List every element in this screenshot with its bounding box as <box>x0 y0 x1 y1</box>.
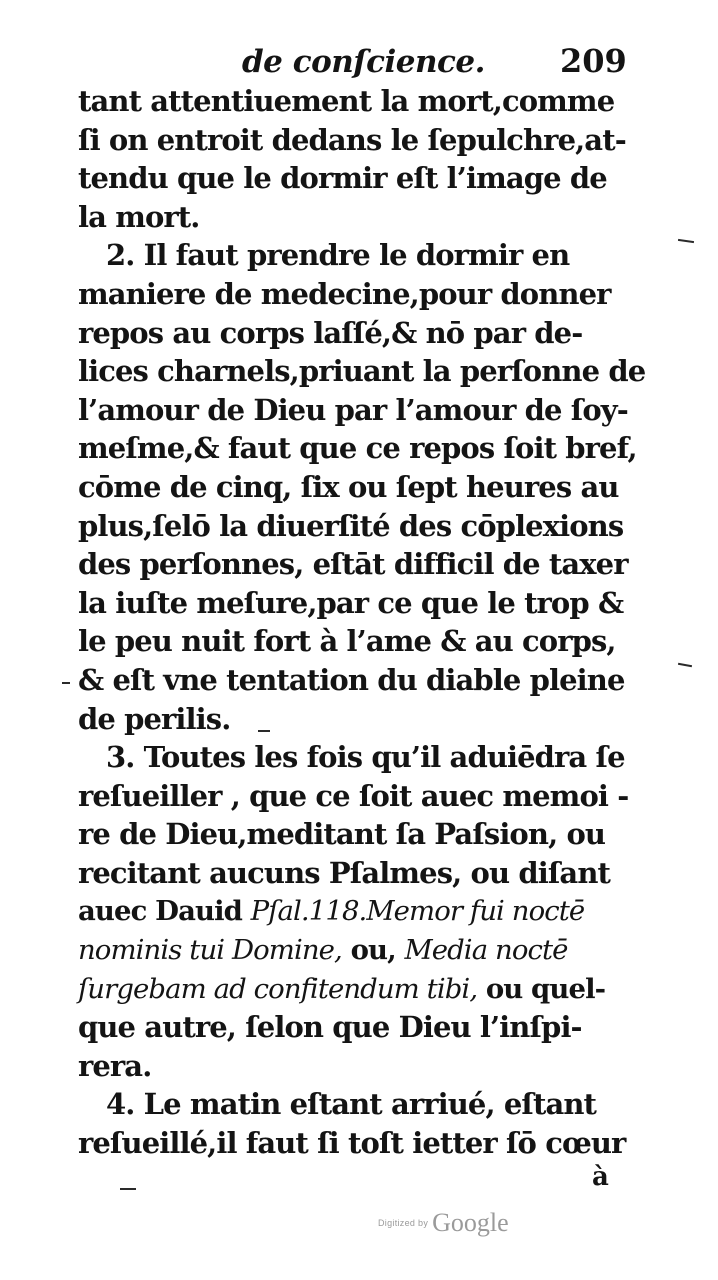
page-number: 209 <box>560 42 627 80</box>
text-line: 3. Toutes les fois qu’il aduiēdra ſe <box>106 740 625 775</box>
text-line: 2. Il faut prendre le dormir en <box>106 238 570 273</box>
running-head: de conſcience. <box>242 44 485 80</box>
catchword: à <box>592 1162 609 1192</box>
latin-citation: ſurgebam ad confitendum tibi, <box>78 972 478 1005</box>
text-line: re de Dieu,meditant ſa Paſsion, ou <box>78 817 606 852</box>
google-logo: Google <box>432 1208 509 1237</box>
text-line: recitant aucuns Pſalmes, ou diſant <box>78 855 610 890</box>
text-line: & eſt vne tentation du diable pleine <box>78 662 625 697</box>
text-line: repos au corps laſſé,& nō par de- <box>78 315 583 350</box>
text-line: de perilis. <box>78 701 231 736</box>
text-line: maniere de medecine,pour donner <box>78 276 611 311</box>
scan-mark <box>62 682 70 684</box>
scan-mark <box>120 1188 136 1190</box>
text-line: le peu nuit fort à l’ame & au corps, <box>78 624 616 659</box>
text-run: ou quel- <box>477 972 606 1005</box>
text-line: cōme de cinq, ſix ou ſept heures au <box>78 469 619 504</box>
latin-citation: Media noctē <box>404 934 568 967</box>
text-line-with-citation <box>78 931 638 970</box>
text-line-with-citation <box>78 892 638 931</box>
text-line: la iuſte meſure,par ce que le trop & <box>78 585 624 620</box>
latin-citation: nominis tui Domine, <box>78 934 342 967</box>
text-line: reſueiller , que ce ſoit auec memoi - <box>78 778 629 813</box>
text-line: tant attentiuement la mort,comme <box>78 84 615 118</box>
text-line: reſueillé,il faut ſi toſt ietter ſō cœur <box>78 1126 626 1161</box>
text-line: ſi on entroit dedans le ſepulchre,at- <box>78 122 626 157</box>
text-line: lices charnels,priuant la perſonne de <box>78 354 646 389</box>
latin-citation: Pſal.118.Memor fui noctē <box>250 895 585 928</box>
text-run: ou, <box>341 934 405 967</box>
text-line: que autre, ſelon que Dieu l’inſpi- <box>78 1010 582 1045</box>
text-line-with-citation <box>78 970 638 1009</box>
digitization-footer <box>378 1208 509 1238</box>
digitized-by-label: Digitized by <box>378 1218 429 1228</box>
text-line: plus,ſelō la diuerſité des cōplexions <box>78 508 624 543</box>
text-line: rera. <box>78 1048 152 1083</box>
text-line: l’amour de Dieu par l’amour de ſoy- <box>78 392 628 427</box>
scan-mark <box>678 663 692 667</box>
text-line: tendu que le dormir eſt l’image de <box>78 161 607 196</box>
text-line: meſme,& faut que ce repos ſoit bref, <box>78 431 637 466</box>
text-line: 4. Le matin eſtant arriué, eſtant <box>106 1087 597 1122</box>
text-line: la mort. <box>78 199 200 234</box>
scan-mark <box>258 730 270 732</box>
text-run: auec Dauid <box>78 895 251 928</box>
text-line: des perſonnes, eſtāt difficil de taxer <box>78 547 628 582</box>
body-text <box>78 82 646 1163</box>
scan-mark <box>678 239 694 243</box>
